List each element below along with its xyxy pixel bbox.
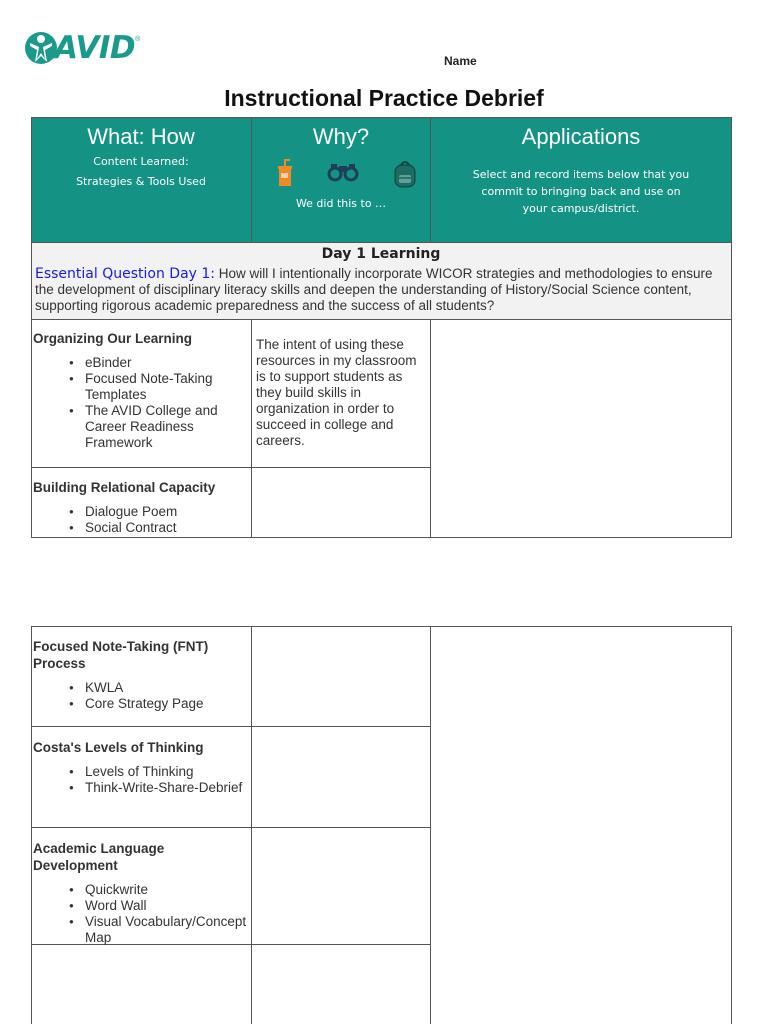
cup-icon (276, 158, 294, 188)
table1-border-bottom (31, 537, 732, 538)
header-applications-line1: Select and record items below that you (472, 168, 690, 181)
avid-figure-icon (24, 29, 58, 67)
section-academic-why[interactable] (252, 828, 430, 944)
binoculars-icon (327, 162, 359, 182)
section-items (33, 680, 249, 712)
section-building-relational (31, 471, 251, 537)
table1-border-top (31, 117, 732, 118)
header-why-title: Why? (312, 124, 370, 149)
header-what-how (31, 118, 251, 242)
header-applications-line3: your campus/district. (522, 202, 640, 215)
header-what-how-line1: Content Learned: (93, 155, 189, 168)
table1-header-bottom (31, 242, 732, 243)
essential-question (35, 266, 727, 314)
section-items (33, 504, 249, 536)
list-item: ● Social Contract (85, 520, 249, 536)
section-items (33, 882, 249, 946)
table1-header-divider-1 (251, 117, 252, 242)
list-item: ● Think-Write-Share-Debrief (85, 780, 249, 796)
section-organizing-why (252, 319, 430, 467)
section-costas-why[interactable] (252, 727, 430, 827)
header-what-how-title: What: How (87, 124, 195, 149)
name-label: Name (444, 54, 477, 68)
backpack-icon (392, 158, 418, 188)
section-heading: Organizing Our Learning (33, 331, 193, 346)
section-empty-why[interactable] (252, 945, 430, 1024)
list-item: ● Visual Vocabulary/Concept Map (85, 914, 249, 946)
section-building-why[interactable] (252, 468, 430, 537)
avid-logo (24, 28, 140, 68)
section-items (33, 355, 249, 451)
section-heading: Costa's Levels of Thinking (33, 740, 204, 755)
section-heading: Building Relational Capacity (33, 480, 216, 495)
table1-border-right (731, 117, 732, 538)
applications-cell-2[interactable] (431, 627, 731, 1024)
list-item: ● Dialogue Poem (85, 504, 249, 520)
section-organizing-learning (31, 322, 251, 467)
list-item: ● Quickwrite (85, 882, 249, 898)
list-item: ● eBinder (85, 355, 249, 371)
header-applications-line2: commit to bringing back and use on (481, 185, 681, 198)
header-why-icons (252, 150, 430, 190)
list-item: ● Core Strategy Page (85, 696, 249, 712)
applications-cell-1[interactable] (431, 319, 731, 537)
logo-text: AVID (54, 30, 136, 66)
list-item: ● Word Wall (85, 898, 249, 914)
day1-title: Day 1 Learning (321, 246, 441, 262)
table1-header-divider-2 (430, 117, 431, 242)
section-empty-what[interactable] (31, 945, 251, 1024)
list-item: ● Levels of Thinking (85, 764, 249, 780)
page-title: Instructional Practice Debrief (224, 85, 544, 111)
essential-question-text: How will I intentionally incorporate WICOR strategies and methodologies to ensure the development of disciplinary literacy skills and deepen the understanding of History/Social Science content, supporting rigorous academic preparedness and the success of all students? (35, 266, 713, 313)
section-academic-language (31, 832, 251, 944)
why-text: The intent of using these resources in my classroom is to support students as they build skills in organization in order to succeed in college and careers. (256, 337, 417, 448)
section-fnt-why[interactable] (252, 627, 430, 726)
header-why (252, 118, 430, 242)
header-what-how-line2: Strategies & Tools Used (76, 175, 206, 188)
table2-border-right (731, 626, 732, 1024)
section-heading: Focused Note-Taking (FNT) Process (33, 639, 209, 671)
header-applications-title: Applications (521, 124, 641, 149)
header-why-caption: We did this to … (295, 197, 387, 210)
header-applications (431, 118, 731, 242)
logo-registered: ® (135, 36, 141, 43)
section-heading: Academic Language Development (33, 841, 165, 873)
day1-band (31, 242, 731, 320)
section-costas-levels (31, 731, 251, 827)
section-items (33, 764, 249, 796)
section-focused-note-taking (31, 630, 251, 726)
essential-question-label: Essential Question Day 1: (35, 266, 216, 282)
list-item: ● KWLA (85, 680, 249, 696)
list-item: ● Focused Note-Taking Templates (85, 371, 249, 403)
list-item: ● The AVID College and Career Readiness Framework (85, 403, 249, 451)
